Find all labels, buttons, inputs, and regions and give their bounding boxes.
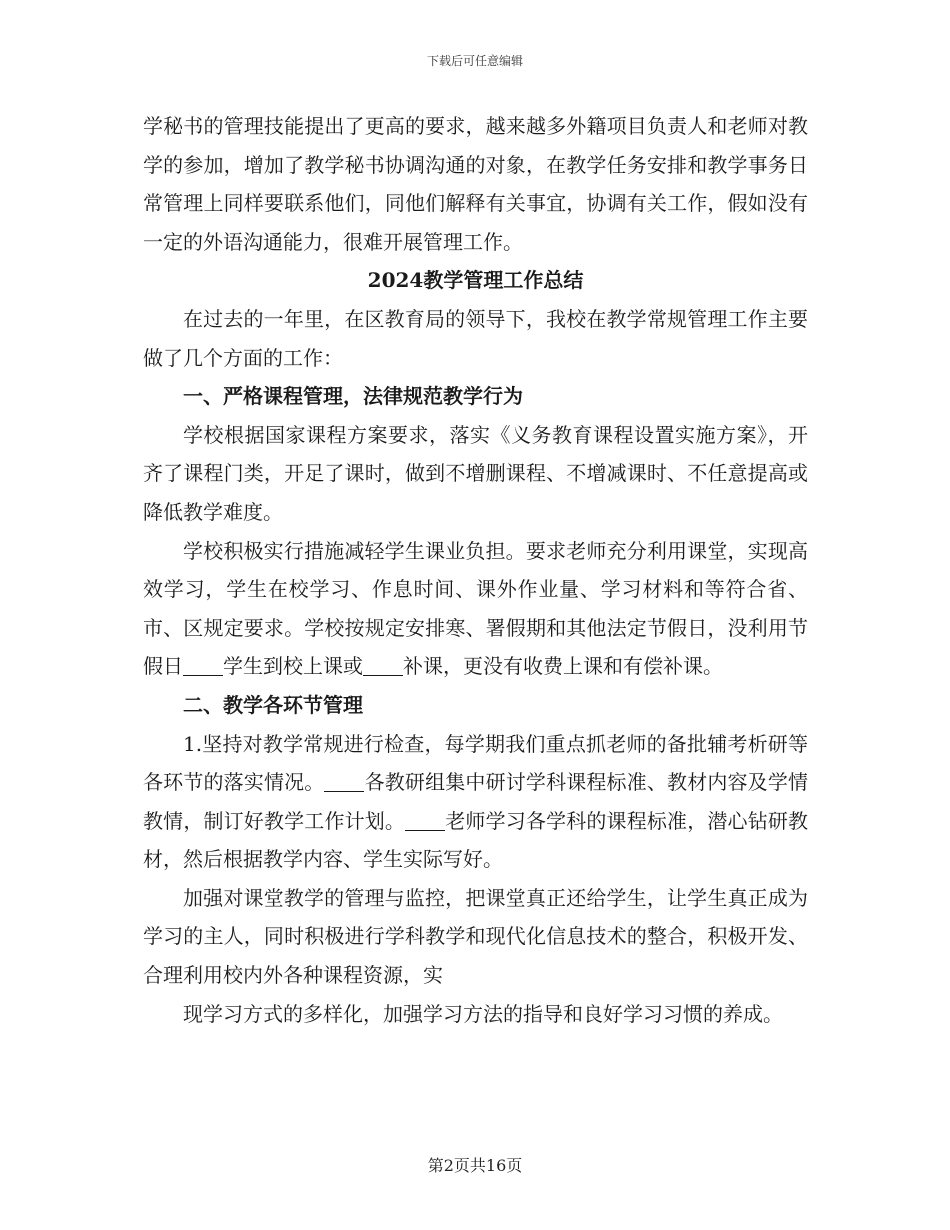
section-heading-2: 二、教学各环节管理: [183, 692, 363, 717]
section1-paragraph-1: 学校根据国家课程方案要求，落实《义务教育课程设置实施方案》，开齐了课程门类，开足了课时，做到不增删课程、不增减课时、不任意提高或降低教学难度。: [143, 422, 808, 524]
fill-blank: [183, 655, 223, 676]
page-header: 下载后可任意编辑: [426, 54, 523, 68]
section1-paragraph-2: [143, 532, 808, 686]
section2-paragraph-3: 现学习方式的多样化，加强学习方法的指导和良好学习习惯的养成。: [183, 1001, 783, 1026]
section-heading-1: 一、严格课程管理，法律规范教学行为: [183, 384, 523, 409]
text-segment: 学校积极实行措施减轻学生课业负担。要求老师充分利用课堂，实现高效学习，学生在校学习、作息时间、课外作业量、学习材料和等符合省、市、区规定要求。学校按规定安排寒、署假期和其他法定节假日，没利用节假日: [143, 538, 808, 679]
fill-blank: [324, 771, 364, 792]
section2-paragraph-2: 加强对课堂教学的管理与监控，把课堂真正还给学生，让学生真正成为学习的主人，同时积极进行学科教学和现代化信息技术的整合，积极开发、合理利用校内外各种课程资源，实: [143, 885, 808, 988]
fill-blank: [405, 810, 445, 831]
fill-blank: [363, 655, 403, 676]
document-title: 2024教学管理工作总结: [367, 268, 584, 293]
text-segment: 1.坚持对教学常规进行检查，每学期我们重点抓老师的备批辅考析研等各环节的落实情况。: [143, 731, 808, 795]
text-segment: 补课，更没有收费上课和有偿补课。: [403, 654, 723, 679]
text-segment: 各教研组集中研讨学科课程标准、教材内容及学情教情，制订好教学工作计划。: [143, 770, 809, 833]
document-body: [143, 107, 808, 1033]
intro-paragraph: 在过去的一年里，在区教育局的领导下，我校在教学常规管理工作主要做了几个方面的工作：: [143, 306, 808, 370]
continuation-paragraph: 学秘书的管理技能提出了更高的要求，越来越多外籍项目负责人和老师对教学的参加，增加了教学秘书协调沟通的对象，在教学任务安排和教学事务日常管理上同样要联系他们，同他们解释有关事宜，协调有关工作，假如没有一定的外语沟通能力，很难开展管理工作。: [143, 114, 808, 254]
page-number: 第2页共16页: [427, 1156, 523, 1175]
section2-paragraph-1: [143, 725, 808, 879]
text-segment: 老师学习各学科的课程标准，潜心钻研教材，然后根据教学内容、学生实际写好。: [143, 808, 809, 872]
text-segment: 学生到校上课或: [223, 654, 363, 679]
